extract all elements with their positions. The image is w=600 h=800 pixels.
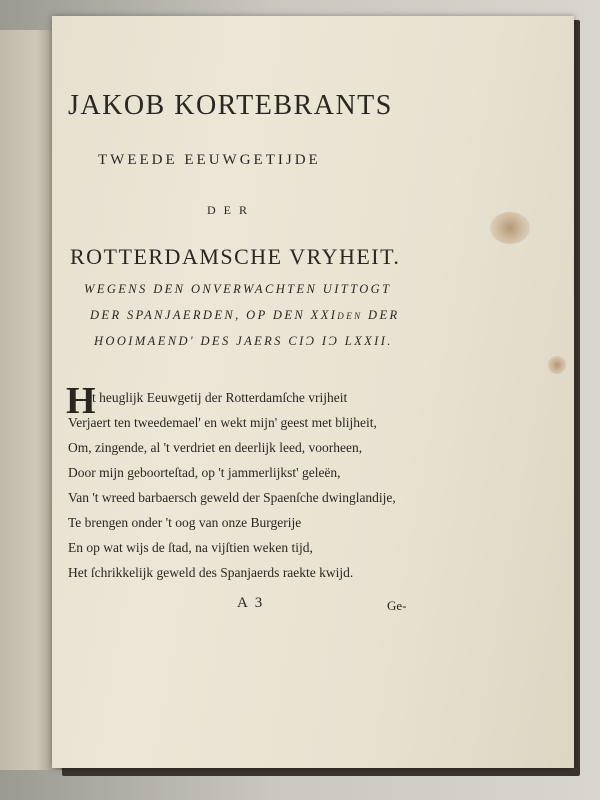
verse-line: Door mijn geboorteſtad, op 't jammerlijkst' geleën, <box>68 465 341 480</box>
book-page <box>52 16 574 768</box>
page-der: DER <box>207 203 255 217</box>
verse-line: Van 't wreed barbaersch geweld der Spaenſche dwinglandije, <box>68 490 396 505</box>
drop-cap: H <box>66 380 96 422</box>
stain-spot <box>490 212 530 244</box>
page-title: JAKOB KORTEBRANTS <box>68 90 393 121</box>
verse-line: Te brengen onder 't oog van onze Burgerije <box>68 515 302 530</box>
verse-line: Verjaert ten tweedemael' en wekt mijn' geest met blijheit, <box>68 415 377 430</box>
stain-spot <box>548 356 566 374</box>
italic-line: HOOIMAEND' DES JAERS CIƆ IƆ LXXII. <box>94 334 393 348</box>
italic-line: DER SPANJAERDEN, OP DEN XXIden DER <box>90 308 400 322</box>
page-title-2: ROTTERDAMSCHE VRYHEIT. <box>70 244 401 269</box>
page-subtitle: TWEEDE EEUWGETIJDE <box>98 152 321 168</box>
verse-line: En op wat wijs de ſtad, na vijſtien weken tijd, <box>68 540 313 555</box>
italic-line: WEGENS DEN ONVERWACHTEN UITTOGT <box>84 282 392 296</box>
catchword: Ge- <box>387 598 407 613</box>
signature-mark: A 3 <box>237 595 265 611</box>
verse-line: Om, zingende, al 't verdriet en deerlijk leed, voorheen, <box>68 440 363 455</box>
verse-line: et heuglijk Eeuwgetij der Rotterdamſche vrijheit <box>86 390 348 405</box>
verse-line: Het ſchrikkelijk geweld des Spanjaerds raekte kwijd. <box>68 565 354 580</box>
